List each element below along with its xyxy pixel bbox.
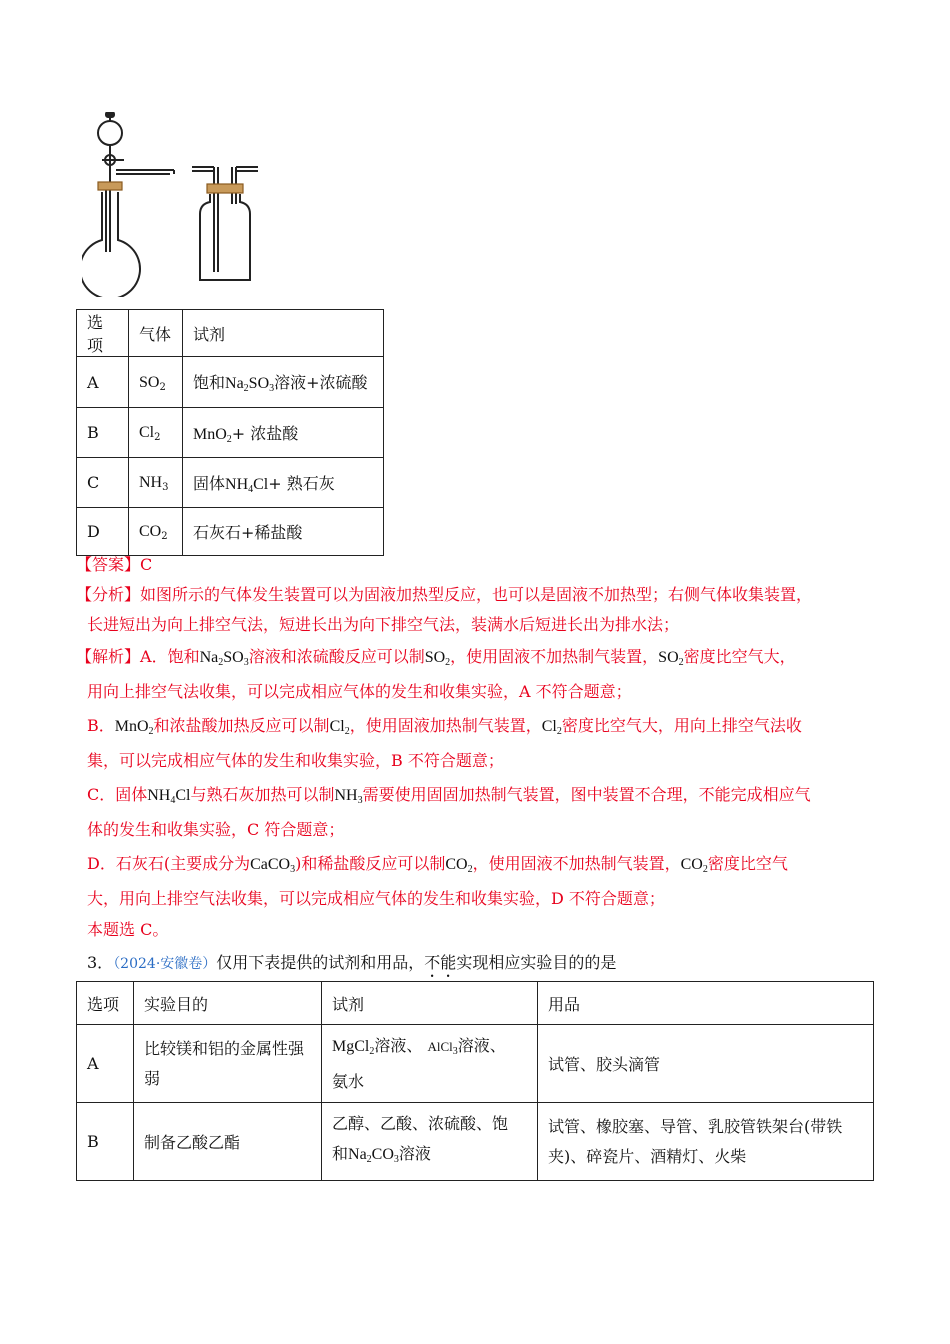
explanation-d-line-1: D．石灰石(主要成分为CaCO$_3$)和稀盐酸反应可以制$CO_2$，使用固液不加热制气装置，$CO_2$密度比空气: [87, 854, 788, 875]
gas-cell: $CO_2$: [129, 508, 183, 556]
reagent-cell: 乙醇、乙酸、浓硫酸、饱 和$Na_2CO_3$溶液: [322, 1103, 538, 1181]
option-cell: A: [77, 1025, 134, 1103]
question-text-emphasis: 不能: [424, 953, 457, 972]
explanation-a-line-1: 【解析】A．饱和$Na_2SO_3$溶液和浓硫酸反应可以制$SO_2$，使用固液不加热制气装置，$SO_2$密度比空气大，: [76, 647, 796, 668]
header-option: 选项: [77, 982, 134, 1025]
reagent-cell: MnO$_2$+ 浓盐酸: [183, 408, 384, 458]
table-row: [77, 408, 384, 458]
explanation-c-line-2: 体的发生和收集实验，C 符合题意；: [87, 820, 345, 839]
supplies-cell: 试管、胶头滴管: [538, 1025, 874, 1103]
explanation-b-line-1: B．MnO$_2$和浓盐酸加热反应可以制$Cl_2$，使用固液加热制气装置，$Cl_2$密度比空气大，用向上排空气法收: [87, 716, 802, 737]
header-reagent: 试剂: [322, 982, 538, 1025]
experiment-table: [76, 981, 874, 1181]
analysis-line-1: 【分析】如图所示的气体发生装置可以为固液加热型反应，也可以是固液不加热型；右侧气体收集装置，: [76, 585, 813, 604]
explanation-a-line-2: 用向上排空气法收集，可以完成相应气体的发生和收集实验，A 不符合题意；: [87, 682, 632, 701]
header-purpose: 实验目的: [134, 982, 322, 1025]
question-number: 3．: [87, 953, 114, 972]
reagent-cell: MgCl$_2$溶液、 AlCl$_3$溶液、 氨水: [322, 1025, 538, 1103]
header-reagent: 试剂: [183, 310, 384, 357]
answer-line: 【答案】C: [76, 555, 153, 574]
gas-cell: $Cl_2$: [129, 408, 183, 458]
option-cell: B: [77, 408, 129, 458]
table-row: [77, 357, 384, 408]
option-cell: A: [77, 357, 129, 408]
explanation-c-line-1: C．固体$NH_4Cl$与熟石灰加热可以制$NH_3$需要使用固固加热制气装置，图中装置不合理，不能完成相应气: [87, 785, 811, 806]
option-cell: D: [77, 508, 129, 556]
explanation-b-line-2: 集，可以完成相应气体的发生和收集实验，B 不符合题意；: [87, 751, 504, 770]
question-text-post: 实现相应实验目的的是: [456, 953, 617, 972]
supplies-cell: 试管、橡胶塞、导管、乳胶管铁架台(带铁 夹)、碎瓷片、酒精灯、火柴: [538, 1103, 874, 1181]
table-row: [77, 1025, 874, 1103]
question-3: [87, 950, 616, 981]
table-header-row: [77, 982, 874, 1025]
header-gas: 气体: [129, 310, 183, 357]
option-cell: C: [77, 458, 129, 508]
question-text-pre: 仅用下表提供的试剂和用品，: [216, 953, 425, 972]
gas-cell: $NH_3$: [129, 458, 183, 508]
explanation-d-line-2: 大，用向上排空气法收集，可以完成相应气体的发生和收集实验，D 不符合题意；: [87, 889, 665, 908]
header-supplies: 用品: [538, 982, 874, 1025]
gas-table: [76, 309, 384, 556]
reagent-cell: 饱和$Na_2SO_3$溶液+浓硫酸: [183, 357, 384, 408]
reagent-cell: 石灰石+稀盐酸: [183, 508, 384, 556]
purpose-cell: 比较镁和铝的金属性强弱: [134, 1025, 322, 1103]
reagent-cell: 固体$NH_4Cl+$ 熟石灰: [183, 458, 384, 508]
gas-apparatus-diagram: [82, 112, 282, 297]
header-option: 选项: [77, 310, 129, 357]
option-cell: B: [77, 1103, 134, 1181]
table-header-row: [77, 310, 384, 357]
gas-cell: $SO_2$: [129, 357, 183, 408]
purpose-cell: 制备乙酸乙酯: [134, 1103, 322, 1181]
conclusion-line: 本题选 C。: [87, 920, 169, 939]
table-row: [77, 458, 384, 508]
table-row: [77, 1103, 874, 1181]
question-source: （2024·安徽卷）: [113, 956, 217, 972]
analysis-line-2: 长进短出为向上排空气法，短进长出为向下排空气法，装满水后短进长出为排水法；: [87, 615, 680, 634]
table-row: [77, 508, 384, 556]
